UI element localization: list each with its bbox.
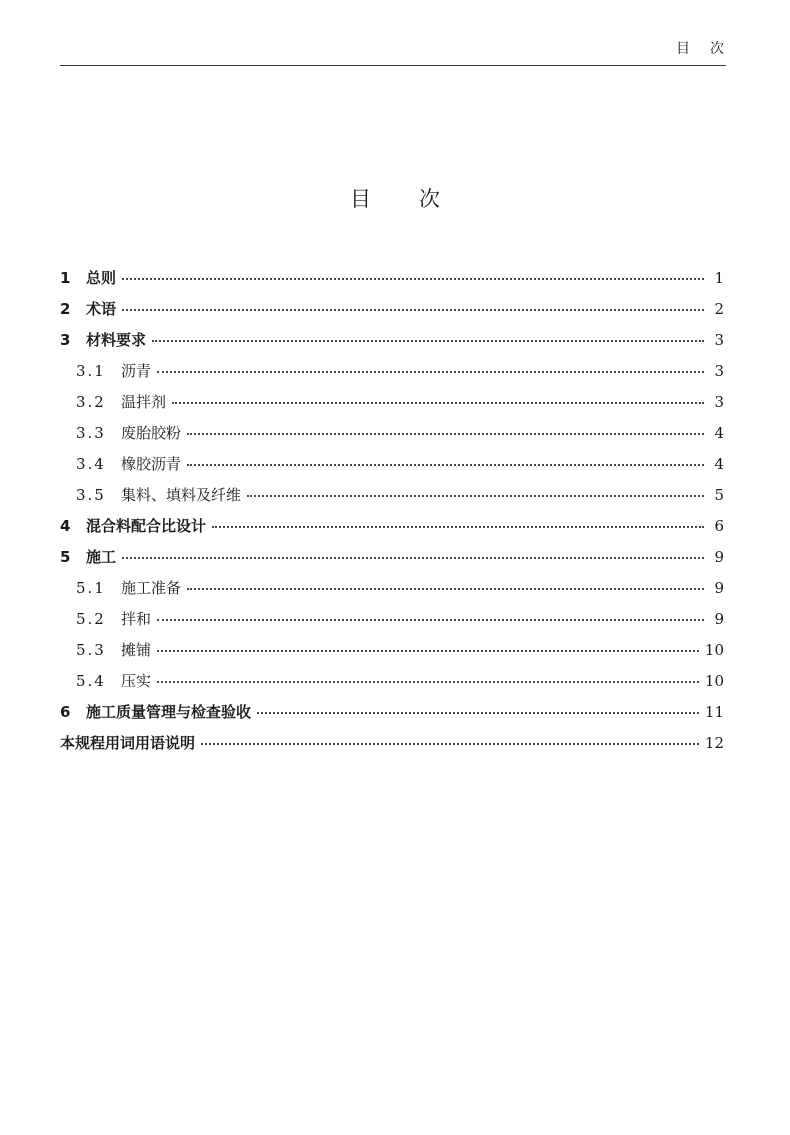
toc-entry-page: 2 xyxy=(714,299,724,318)
dot-leader xyxy=(157,371,704,373)
dot-leader xyxy=(172,402,704,404)
toc-entry-number: 1 xyxy=(60,268,71,287)
toc-entry-number: 4 xyxy=(60,516,71,535)
toc-entry-title: 施工准备 xyxy=(121,579,182,597)
toc-entry-title: 压实 xyxy=(121,672,152,690)
toc-entry-number: 5.2 xyxy=(76,609,106,628)
dot-leader xyxy=(187,464,704,466)
toc-entry-number: 2 xyxy=(60,299,71,318)
toc-entry[interactable] xyxy=(60,324,724,355)
toc-subentry[interactable] xyxy=(60,479,724,510)
toc-entry-title: 混合料配合比设计 xyxy=(86,517,207,535)
toc-entry-number: 3.1 xyxy=(76,361,106,380)
toc-entry[interactable] xyxy=(60,293,724,324)
toc-subentry[interactable] xyxy=(60,603,724,634)
toc-entry-page: 9 xyxy=(714,547,724,566)
dot-leader xyxy=(212,526,704,528)
toc-entry-title: 橡胶沥青 xyxy=(121,455,182,473)
toc-entry-number: 3.3 xyxy=(76,423,106,442)
toc-entry-title: 施工质量管理与检查验收 xyxy=(86,703,252,721)
toc-entry-title: 集料、填料及纤维 xyxy=(121,486,242,504)
toc-entry-number: 6 xyxy=(60,702,71,721)
toc-entry-title: 术语 xyxy=(86,300,117,318)
dot-leader xyxy=(201,743,699,745)
toc-entry-page: 12 xyxy=(704,733,724,752)
toc-entry-title: 废胎胶粉 xyxy=(121,424,182,442)
dot-leader xyxy=(187,588,704,590)
toc-entry-page: 1 xyxy=(714,268,724,287)
toc-entry-number: 5 xyxy=(60,547,71,566)
toc-entry-number: 3.2 xyxy=(76,392,106,411)
dot-leader xyxy=(187,433,704,435)
dot-leader xyxy=(122,309,704,311)
toc-entry-title: 摊铺 xyxy=(121,641,152,659)
toc-entry-title: 本规程用词用语说明 xyxy=(60,734,196,752)
table-of-contents xyxy=(60,262,724,758)
toc-subentry[interactable] xyxy=(60,665,724,696)
dot-leader xyxy=(257,712,699,714)
dot-leader xyxy=(157,681,699,683)
dot-leader xyxy=(122,278,704,280)
toc-entry-title: 材料要求 xyxy=(86,331,147,349)
toc-entry-number: 5.3 xyxy=(76,640,106,659)
toc-subentry[interactable] xyxy=(60,417,724,448)
toc-entry-page: 10 xyxy=(704,640,724,659)
toc-entry[interactable] xyxy=(60,541,724,572)
toc-entry-title: 总则 xyxy=(86,269,117,287)
toc-subentry[interactable] xyxy=(60,448,724,479)
toc-entry-page: 4 xyxy=(714,454,724,473)
dot-leader xyxy=(122,557,704,559)
dot-leader xyxy=(247,495,704,497)
page-title: 目次 xyxy=(350,187,488,211)
toc-entry-page: 3 xyxy=(714,392,724,411)
toc-entry-page: 11 xyxy=(704,702,724,721)
toc-entry[interactable] xyxy=(60,510,724,541)
toc-entry-title: 拌和 xyxy=(121,610,152,628)
toc-entry-title: 施工 xyxy=(86,548,117,566)
toc-entry-page: 4 xyxy=(714,423,724,442)
running-head: 目次 xyxy=(676,41,744,57)
dot-leader xyxy=(157,619,704,621)
toc-subentry[interactable] xyxy=(60,572,724,603)
toc-entry-number: 5.4 xyxy=(76,671,106,690)
toc-entry-page: 3 xyxy=(714,361,724,380)
toc-entry-page: 3 xyxy=(714,330,724,349)
toc-entry-title: 沥青 xyxy=(121,362,152,380)
toc-subentry[interactable] xyxy=(60,634,724,665)
header-rule xyxy=(60,65,726,66)
toc-entry[interactable] xyxy=(60,262,724,293)
dot-leader xyxy=(157,650,699,652)
toc-entry[interactable] xyxy=(60,696,724,727)
toc-entry-number: 3.4 xyxy=(76,454,106,473)
toc-entry-number: 5.1 xyxy=(76,578,106,597)
dot-leader xyxy=(152,340,704,342)
toc-entry-page: 5 xyxy=(714,485,724,504)
toc-entry-title: 温拌剂 xyxy=(121,393,167,411)
toc-entry-number: 3 xyxy=(60,330,71,349)
toc-entry-number: 3.5 xyxy=(76,485,106,504)
toc-entry-page: 10 xyxy=(704,671,724,690)
toc-entry-page: 9 xyxy=(714,609,724,628)
toc-subentry[interactable] xyxy=(60,355,724,386)
toc-subentry[interactable] xyxy=(60,386,724,417)
toc-entry-page: 9 xyxy=(714,578,724,597)
toc-entry-page: 6 xyxy=(714,516,724,535)
toc-entry[interactable] xyxy=(60,727,724,758)
